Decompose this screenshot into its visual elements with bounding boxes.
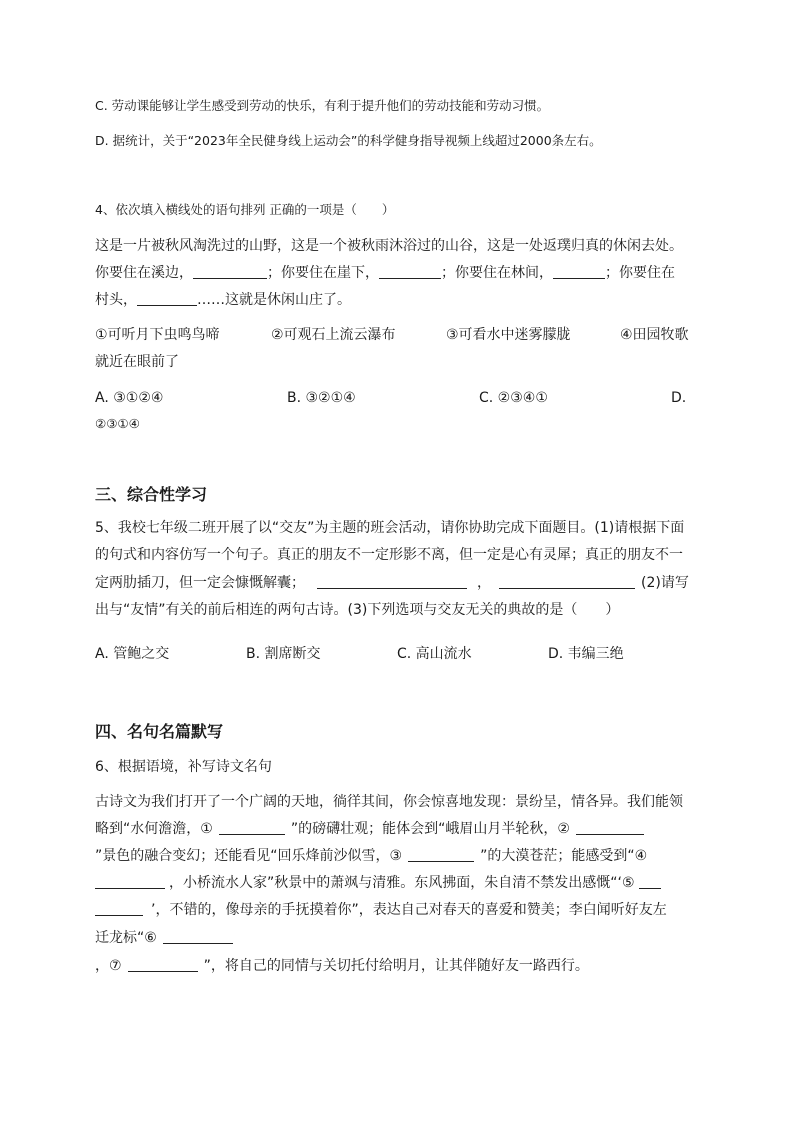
q4-line-2d: ；你要住在	[605, 265, 675, 281]
q4-line-3	[95, 290, 351, 310]
q6-line-7b: ”，将自己的同情与关切托付给明月，让其伴随好友一路西行。	[203, 958, 589, 974]
q6-line-2a: 略到“水何澹澹，①	[95, 821, 213, 837]
q4-blank-2[interactable]	[379, 264, 441, 279]
q4-option-a: A. ③①②④	[95, 390, 164, 406]
q6-line-6	[95, 928, 233, 948]
q6-line-5a: ’，不错的，像母亲的手抚摸着你”，表达自己对春天的喜爱和赞美；李白闻听好友左	[151, 902, 667, 918]
q6-stem: 6、根据语境，补写诗文名句	[95, 759, 272, 775]
q3-option-d: D. 据统计，关于“2023年全民健身线上运动会”的科学健身指导视频上线超过2000条左右。	[95, 133, 602, 148]
q6-blank-3[interactable]	[408, 847, 474, 862]
q6-line-2b: ”的磅礴壮观；能体会到“峨眉山月半轮秋，②	[290, 821, 570, 837]
q5-comma: ，	[477, 575, 491, 591]
q4-item-4: ④田园牧歌	[620, 327, 689, 343]
q6-line-7a: ，⑦	[95, 958, 122, 974]
q5-line-3a: 定两肋插刀，但一定会慷慨解囊；	[95, 575, 305, 591]
q4-line-2a: 你要住在溪边，	[95, 265, 193, 281]
q4-stem: 4、依次填入横线处的语句排列 正确的一项是（ ）	[95, 202, 395, 217]
q6-line-2	[95, 819, 644, 839]
q4-item-3: ③可看水中迷雾朦胧	[446, 327, 571, 343]
q6-blank-7[interactable]	[128, 957, 198, 972]
q5-option-d: D. 韦编三绝	[548, 646, 624, 662]
section-3-heading: 三、综合性学习	[95, 485, 208, 504]
q4-item-1: ①可听月下虫鸣鸟啼	[95, 327, 220, 343]
q5-line-2: 的句式和内容仿写一个句子。真正的朋友不一定形影不离，但一定是心有灵犀；真正的朋友不一	[95, 547, 683, 563]
q6-line-1: 古诗文为我们打开了一个广阔的天地，徜徉其间，你会惊喜地发现：景纷呈，情各异。我们能领	[95, 794, 683, 810]
q6-line-4a: ，小桥流水人家”秋景中的萧飒与清雅。东风拂面，朱自清不禁发出感慨“‘⑤	[169, 875, 635, 891]
q5-blank-2[interactable]	[499, 574, 635, 589]
q4-option-b: B. ③②①④	[287, 390, 356, 406]
q4-option-d: D.	[671, 390, 687, 406]
q5-line-3	[95, 573, 689, 593]
q6-blank-6[interactable]	[163, 929, 233, 944]
q6-line-6a: 迁龙标“⑥	[95, 930, 157, 946]
q4-line-2c: ；你要住在林间，	[441, 265, 553, 281]
q6-blank-1[interactable]	[219, 820, 285, 835]
q6-line-7	[95, 956, 589, 976]
q6-line-3a: ”景色的融合变幻；还能看见“回乐烽前沙似雪，③	[95, 848, 403, 864]
q6-blank-5a[interactable]	[639, 874, 661, 889]
section-4-heading: 四、名句名篇默写	[95, 722, 224, 741]
q4-line-3a: 村头，	[95, 292, 137, 308]
q4-line-3b: ……这就是休闲山庄了。	[197, 292, 351, 308]
q5-line-3c: (2)请写	[641, 575, 689, 591]
q4-option-d-cont: ②③①④	[95, 416, 140, 431]
q4-line-1: 这是一片被秋风淘洗过的山野，这是一个被秋雨沐浴过的山谷，这是一处返璞归真的休闲去处。	[95, 238, 683, 254]
q5-blank-1[interactable]	[317, 574, 467, 589]
q6-line-5	[95, 900, 667, 920]
q4-line-2b: ；你要住在崖下，	[267, 265, 379, 281]
q5-option-c: C. 高山流水	[397, 646, 472, 662]
q6-blank-2[interactable]	[576, 820, 644, 835]
q4-item-4-cont: 就近在眼前了	[95, 354, 179, 370]
q6-blank-5b[interactable]	[95, 901, 143, 916]
q4-option-c: C. ②③④①	[479, 390, 548, 406]
q6-blank-4[interactable]	[95, 874, 165, 889]
q6-line-3	[95, 846, 647, 866]
q6-line-4	[95, 873, 661, 893]
q4-blank-4[interactable]	[137, 291, 197, 306]
q6-line-3b: ”的大漠苍茫；能感受到“④	[480, 848, 648, 864]
q4-line-2	[95, 263, 675, 283]
q5-option-a: A. 管鲍之交	[95, 646, 170, 662]
q4-blank-1[interactable]	[193, 264, 267, 279]
q4-blank-3[interactable]	[553, 264, 605, 279]
q5-line-4: 出与“友情”有关的前后相连的两句古诗。(3)下列选项与交友无关的典故的是（ ）	[95, 602, 620, 618]
q5-option-b: B. 割席断交	[246, 646, 321, 662]
q5-line-1: 5、我校七年级二班开展了以“交友”为主题的班会活动，请你协助完成下面题目。(1)请根据下面	[95, 520, 685, 536]
q4-item-2: ②可观石上流云瀑布	[271, 327, 396, 343]
q3-option-c: C. 劳动课能够让学生感受到劳动的快乐，有利于提升他们的劳动技能和劳动习惯。	[95, 98, 550, 113]
